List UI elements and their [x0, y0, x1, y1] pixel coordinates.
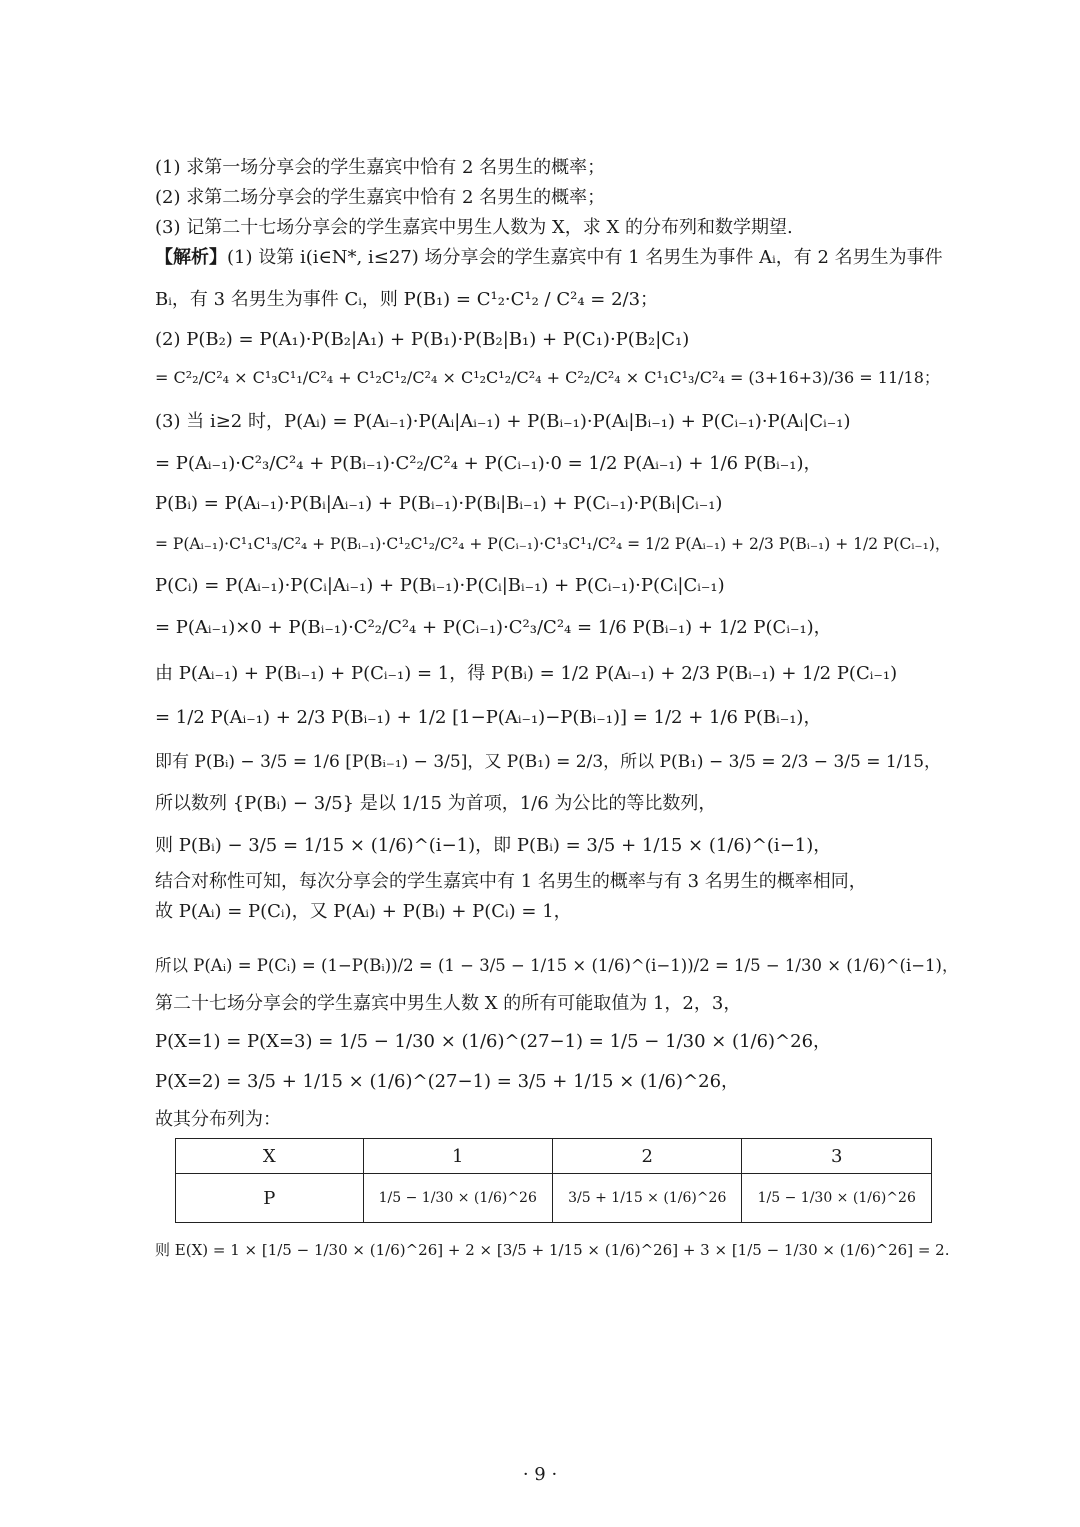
page-number: · 9 · [522, 1464, 558, 1485]
solution-line-12: = 1/2 P(Aᵢ₋₁) + 2/3 P(Bᵢ₋₁) + 1/2 [1−P(Aᵢ₋₁)−P(Bᵢ₋₁)] = 1/2 + 1/6 P(Bᵢ₋₁)， [155, 707, 822, 728]
solution-text: (1) 设第 i(i∈N*, i≤27) 场分享会的学生嘉宾中有 1 名男生为事件 Aᵢ，有 2 名男生为事件 [227, 247, 943, 268]
solution-line-3: (2) P(B₂) = P(A₁)·P(B₂|A₁) + P(B₁)·P(B₂|B₁) + P(C₁)·P(B₂|C₁) [155, 329, 690, 350]
solution-label: 【解析】 [155, 247, 227, 268]
solution-line-10: = P(Aᵢ₋₁)×0 + P(Bᵢ₋₁)·C²₂/C²₄ + P(Cᵢ₋₁)·C²₃/C²₄ = 1/6 P(Bᵢ₋₁) + 1/2 P(Cᵢ₋₁)， [155, 617, 832, 638]
table-header-1: 1 [363, 1139, 552, 1174]
table-cell-p3: 1/5 − 1/30 × (1/6)^26 [742, 1174, 932, 1223]
solution-line-15: 则 P(Bᵢ) − 3/5 = 1/15 × (1/6)^(i−1)，即 P(Bᵢ) = 3/5 + 1/15 × (1/6)^(i−1)， [155, 835, 832, 856]
distribution-table [175, 1138, 932, 1223]
table-header-2: 2 [553, 1139, 742, 1174]
solution-line-16: 结合对称性可知，每次分享会的学生嘉宾中有 1 名男生的概率与有 3 名男生的概率相同， [155, 871, 867, 892]
solution-line-19: 第二十七场分享会的学生嘉宾中男生人数 X 的所有可能取值为 1，2，3， [155, 993, 742, 1014]
solution-line-20: P(X=1) = P(X=3) = 1/5 − 1/30 × (1/6)^(27−1) = 1/5 − 1/30 × (1/6)^26， [155, 1031, 832, 1052]
table-header-x: X [176, 1139, 364, 1174]
solution-line-1 [155, 242, 960, 274]
solution-line-7: P(Bᵢ) = P(Aᵢ₋₁)·P(Bᵢ|Aᵢ₋₁) + P(Bᵢ₋₁)·P(Bᵢ|Bᵢ₋₁) + P(Cᵢ₋₁)·P(Bᵢ|Cᵢ₋₁) [155, 493, 723, 514]
solution-line-4: = C²₂/C²₄ × C¹₃C¹₁/C²₄ + C¹₂C¹₂/C²₄ × C¹₂C¹₂/C²₄ + C²₂/C²₄ × C¹₁C¹₃/C²₄ = (3+16+3)/36 = 11/18； [155, 368, 940, 387]
table-header-3: 3 [742, 1139, 932, 1174]
question-1: (1) 求第一场分享会的学生嘉宾中恰有 2 名男生的概率； [155, 157, 606, 178]
expectation-line: 则 E(X) = 1 × [1/5 − 1/30 × (1/6)^26] + 2 × [3/5 + 1/15 × (1/6)^26] + 3 × [1/5 − 1/30 × (1/6)^26] = 2. [155, 1241, 950, 1259]
table-cell-p1: 1/5 − 1/30 × (1/6)^26 [363, 1174, 552, 1223]
solution-line-8: = P(Aᵢ₋₁)·C¹₁C¹₃/C²₄ + P(Bᵢ₋₁)·C¹₂C¹₂/C²₄ + P(Cᵢ₋₁)·C¹₃C¹₁/C²₄ = 1/2 P(Aᵢ₋₁) + 2/3 P(Bᵢ₋₁) + 1/2 P(Cᵢ₋₁)， [155, 535, 951, 553]
solution-line-11: 由 P(Aᵢ₋₁) + P(Bᵢ₋₁) + P(Cᵢ₋₁) = 1，得 P(Bᵢ) = 1/2 P(Aᵢ₋₁) + 2/3 P(Bᵢ₋₁) + 1/2 P(Cᵢ₋₁) [155, 663, 898, 684]
table-cell-p: P [176, 1174, 364, 1223]
table-cell-p2: 3/5 + 1/15 × (1/6)^26 [553, 1174, 742, 1223]
solution-line-17: 故 P(Aᵢ) = P(Cᵢ)，又 P(Aᵢ) + P(Bᵢ) + P(Cᵢ) = 1， [155, 901, 572, 922]
question-3: (3) 记第二十七场分享会的学生嘉宾中男生人数为 X，求 X 的分布列和数学期望. [155, 217, 793, 238]
solution-line-9: P(Cᵢ) = P(Aᵢ₋₁)·P(Cᵢ|Aᵢ₋₁) + P(Bᵢ₋₁)·P(Cᵢ|Bᵢ₋₁) + P(Cᵢ₋₁)·P(Cᵢ|Cᵢ₋₁) [155, 575, 725, 596]
solution-line-21: P(X=2) = 3/5 + 1/15 × (1/6)^(27−1) = 3/5 + 1/15 × (1/6)^26， [155, 1071, 740, 1092]
solution-line-14: 所以数列 {P(Bᵢ) − 3/5} 是以 1/15 为首项，1/6 为公比的等比数列， [155, 793, 717, 814]
solution-line-5: (3) 当 i≥2 时，P(Aᵢ) = P(Aᵢ₋₁)·P(Aᵢ|Aᵢ₋₁) + P(Bᵢ₋₁)·P(Aᵢ|Bᵢ₋₁) + P(Cᵢ₋₁)·P(Aᵢ|Cᵢ₋₁) [155, 411, 851, 432]
table-row [176, 1139, 932, 1174]
table-row [176, 1174, 932, 1223]
solution-line-13: 即有 P(Bᵢ) − 3/5 = 1/6 [P(Bᵢ₋₁) − 3/5]，又 P(B₁) = 2/3，所以 P(B₁) − 3/5 = 2/3 − 3/5 = 1/15， [155, 752, 942, 772]
solution-line-22: 故其分布列为： [155, 1109, 281, 1130]
solution-line-6: = P(Aᵢ₋₁)·C²₃/C²₄ + P(Bᵢ₋₁)·C²₂/C²₄ + P(Cᵢ₋₁)·0 = 1/2 P(Aᵢ₋₁) + 1/6 P(Bᵢ₋₁)， [155, 453, 822, 474]
question-2: (2) 求第二场分享会的学生嘉宾中恰有 2 名男生的概率； [155, 187, 606, 208]
solution-line-2: Bᵢ，有 3 名男生为事件 Cᵢ，则 P(B₁) = C¹₂·C¹₂ / C²₄ = 2/3； [155, 289, 659, 310]
solution-line-18: 所以 P(Aᵢ) = P(Cᵢ) = (1−P(Bᵢ))/2 = (1 − 3/5 − 1/15 × (1/6)^(i−1))/2 = 1/5 − 1/30 × (1/6)^(i−1)， [155, 956, 959, 975]
